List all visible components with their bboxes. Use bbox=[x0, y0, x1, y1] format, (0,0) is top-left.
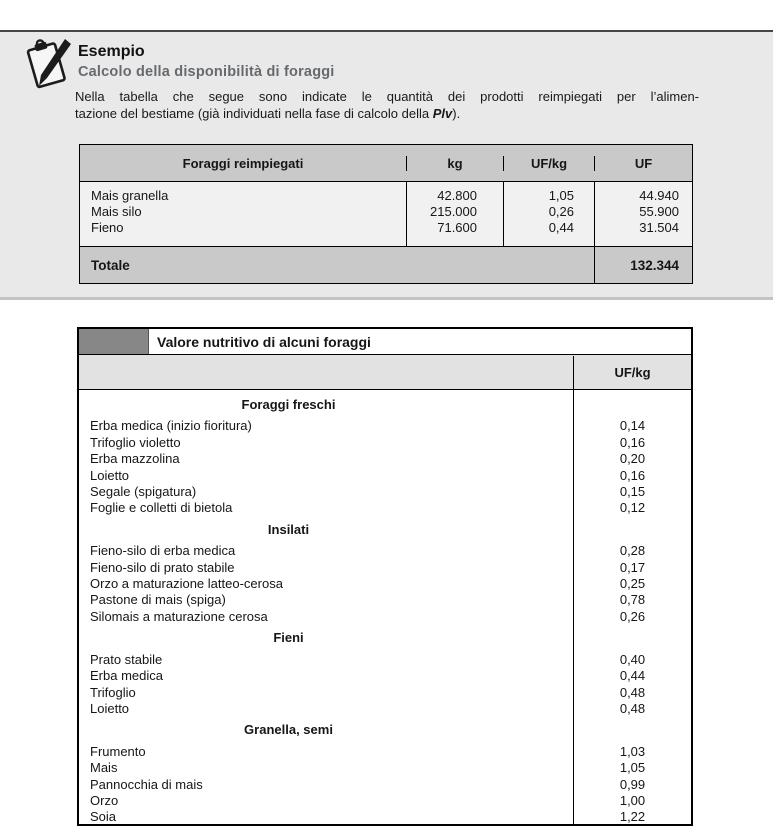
forage-ufkg-value: 0,26 bbox=[548, 204, 574, 219]
item-name: Loietto bbox=[90, 700, 130, 716]
item-uf-per-kg-value: 1,22 bbox=[619, 809, 646, 824]
intro-paragraph bbox=[75, 89, 699, 122]
item-name: Loietto bbox=[90, 467, 130, 483]
nutrition-item-row bbox=[79, 760, 691, 776]
forage-kg-value: 42.800 bbox=[437, 188, 477, 203]
forage-table bbox=[79, 144, 693, 284]
forage-column-kg bbox=[406, 182, 503, 246]
item-name: Trifoglio violetto bbox=[90, 434, 181, 450]
item-name: Trifoglio bbox=[90, 684, 136, 700]
item-name: Orzo bbox=[90, 792, 119, 808]
nutrition-item-row bbox=[79, 451, 691, 467]
item-name: Pastone di mais (spiga) bbox=[90, 592, 226, 608]
nutrition-item-row bbox=[79, 576, 691, 592]
item-uf-per-kg-value: 0,25 bbox=[619, 576, 646, 592]
item-uf-per-kg-value: 1,05 bbox=[619, 760, 646, 776]
section-header-label: Foraggi freschi bbox=[241, 397, 336, 412]
section-header-label: Insilati bbox=[267, 521, 310, 537]
nutrition-header-uf-per-kg: UF/kg bbox=[614, 364, 651, 380]
item-uf-per-kg-value: 0,17 bbox=[619, 559, 646, 575]
nutrition-item-row bbox=[79, 560, 691, 576]
forage-column-uf-per-kg bbox=[503, 182, 594, 246]
nutrition-item-row bbox=[79, 418, 691, 434]
nutrition-table-title: Valore nutritivo di alcuni foraggi bbox=[157, 333, 371, 350]
nutrition-item-row bbox=[79, 777, 691, 793]
forage-name: Mais granella bbox=[91, 188, 169, 203]
forage-kg-value: 71.600 bbox=[437, 220, 477, 235]
forage-name: Mais silo bbox=[91, 204, 142, 219]
example-label: Esempio bbox=[78, 43, 145, 60]
nutrition-column-divider bbox=[573, 356, 574, 824]
section-empty-value bbox=[574, 397, 691, 413]
item-uf-per-kg-value: 0,16 bbox=[619, 434, 646, 450]
item-uf-per-kg-value: 0,40 bbox=[619, 651, 646, 667]
nutrition-item-row bbox=[79, 744, 691, 760]
table-marker-box bbox=[79, 329, 149, 354]
nutrition-item-row bbox=[79, 793, 691, 809]
item-name: Fieno-silo di erba medica bbox=[90, 543, 236, 559]
nutrition-table bbox=[77, 327, 693, 826]
forage-name: Fieno bbox=[91, 220, 124, 235]
nutrition-table-header-row bbox=[79, 355, 691, 390]
total-label: Totale bbox=[91, 257, 130, 273]
paragraph-line-2-text: tazione del bestiame (già individuati nella fase di calcolo della bbox=[75, 105, 433, 121]
clipboard-pencil-icon-svg bbox=[20, 36, 74, 92]
forage-column-names bbox=[80, 182, 406, 246]
nutrition-section-row bbox=[79, 630, 691, 646]
nutrition-item-row bbox=[79, 592, 691, 608]
item-uf-per-kg-value: 0,15 bbox=[619, 484, 646, 500]
item-name: Erba medica bbox=[90, 668, 163, 684]
item-name: Erba mazzolina bbox=[90, 451, 180, 467]
item-name: Frumento bbox=[90, 743, 146, 759]
item-name: Silomais a maturazione cerosa bbox=[90, 608, 268, 624]
item-uf-per-kg-value: 0,78 bbox=[619, 592, 646, 608]
item-name: Erba medica (inizio fioritura) bbox=[90, 418, 252, 434]
nutrition-item-row bbox=[79, 500, 691, 516]
section-empty-value bbox=[574, 722, 691, 738]
nutrition-item-row bbox=[79, 652, 691, 668]
item-uf-per-kg-value: 0,26 bbox=[619, 608, 646, 624]
item-uf-per-kg-value: 0,48 bbox=[619, 700, 646, 716]
forage-uf-value: 44.940 bbox=[639, 188, 679, 203]
item-uf-per-kg-value: 0,20 bbox=[619, 451, 646, 467]
item-uf-per-kg-value: 0,99 bbox=[619, 776, 646, 792]
nutrition-section-row bbox=[79, 522, 691, 538]
item-name: Fieno-silo di prato stabile bbox=[90, 559, 235, 575]
item-uf-per-kg-value: 0,44 bbox=[619, 668, 646, 684]
nutrition-table-body bbox=[79, 390, 691, 824]
plv-emphasis: Plv bbox=[432, 105, 453, 121]
paragraph-line-1: Nella tabella che segue sono indicate le quantità dei prodotti reimpiegati per l’alimen- bbox=[75, 89, 699, 104]
nutrition-section-row bbox=[79, 722, 691, 738]
nutrition-item-row bbox=[79, 468, 691, 484]
header-uf: UF bbox=[594, 156, 692, 171]
forage-ufkg-value: 1,05 bbox=[548, 188, 574, 203]
section-empty-value bbox=[574, 522, 691, 538]
example-subtitle: Calcolo della disponibilità di foraggi bbox=[78, 64, 335, 80]
item-name: Segale (spigatura) bbox=[90, 484, 197, 500]
item-uf-per-kg-value: 1,03 bbox=[619, 743, 646, 759]
forage-ufkg-value: 0,44 bbox=[548, 220, 574, 235]
example-headings bbox=[78, 43, 335, 81]
item-uf-per-kg-value: 1,00 bbox=[619, 792, 646, 808]
forage-uf-value: 55.900 bbox=[639, 204, 679, 219]
nutrition-header-empty-cell bbox=[79, 355, 574, 389]
nutrition-item-row bbox=[79, 609, 691, 625]
nutrition-item-row bbox=[79, 701, 691, 717]
forage-table-body bbox=[80, 182, 692, 246]
item-name: Pannocchia di mais bbox=[90, 776, 203, 792]
item-uf-per-kg-value: 0,16 bbox=[619, 467, 646, 483]
header-kg: kg bbox=[406, 156, 503, 171]
nutrition-item-row bbox=[79, 668, 691, 684]
paragraph-line-2-end: ). bbox=[452, 105, 461, 121]
nutrition-item-row bbox=[79, 484, 691, 500]
clipboard-pencil-icon bbox=[20, 36, 74, 92]
nutrition-item-row bbox=[79, 543, 691, 559]
forage-kg-value: 215.000 bbox=[430, 204, 477, 219]
total-uf-value: 132.344 bbox=[594, 247, 692, 283]
forage-column-uf bbox=[594, 182, 692, 246]
paragraph-line-2 bbox=[75, 106, 699, 123]
nutrition-item-row bbox=[79, 809, 691, 824]
item-uf-per-kg-value: 0,14 bbox=[619, 418, 646, 434]
item-name: Prato stabile bbox=[90, 651, 163, 667]
section-empty-value bbox=[574, 630, 691, 646]
item-uf-per-kg-value: 0,12 bbox=[619, 500, 646, 516]
nutrition-item-row bbox=[79, 435, 691, 451]
item-name: Foglie e colletti di bietola bbox=[90, 500, 233, 516]
item-name: Mais bbox=[90, 760, 118, 776]
forage-table-total-row bbox=[80, 246, 692, 283]
header-uf-per-kg: UF/kg bbox=[503, 156, 594, 171]
item-name: Orzo a maturazione latteo-cerosa bbox=[90, 576, 283, 592]
forage-uf-value: 31.504 bbox=[639, 220, 679, 235]
section-header-label: Fieni bbox=[273, 630, 304, 646]
nutrition-item-row bbox=[79, 685, 691, 701]
item-uf-per-kg-value: 0,28 bbox=[619, 543, 646, 559]
nutrition-table-title-row bbox=[79, 329, 691, 355]
item-name: Soia bbox=[90, 809, 117, 824]
header-foraggi-reimpiegati: Foraggi reimpiegati bbox=[182, 155, 304, 171]
item-uf-per-kg-value: 0,48 bbox=[619, 684, 646, 700]
section-header-label: Granella, semi bbox=[244, 722, 333, 738]
forage-table-header-row bbox=[80, 145, 692, 182]
nutrition-section-row bbox=[79, 397, 691, 413]
